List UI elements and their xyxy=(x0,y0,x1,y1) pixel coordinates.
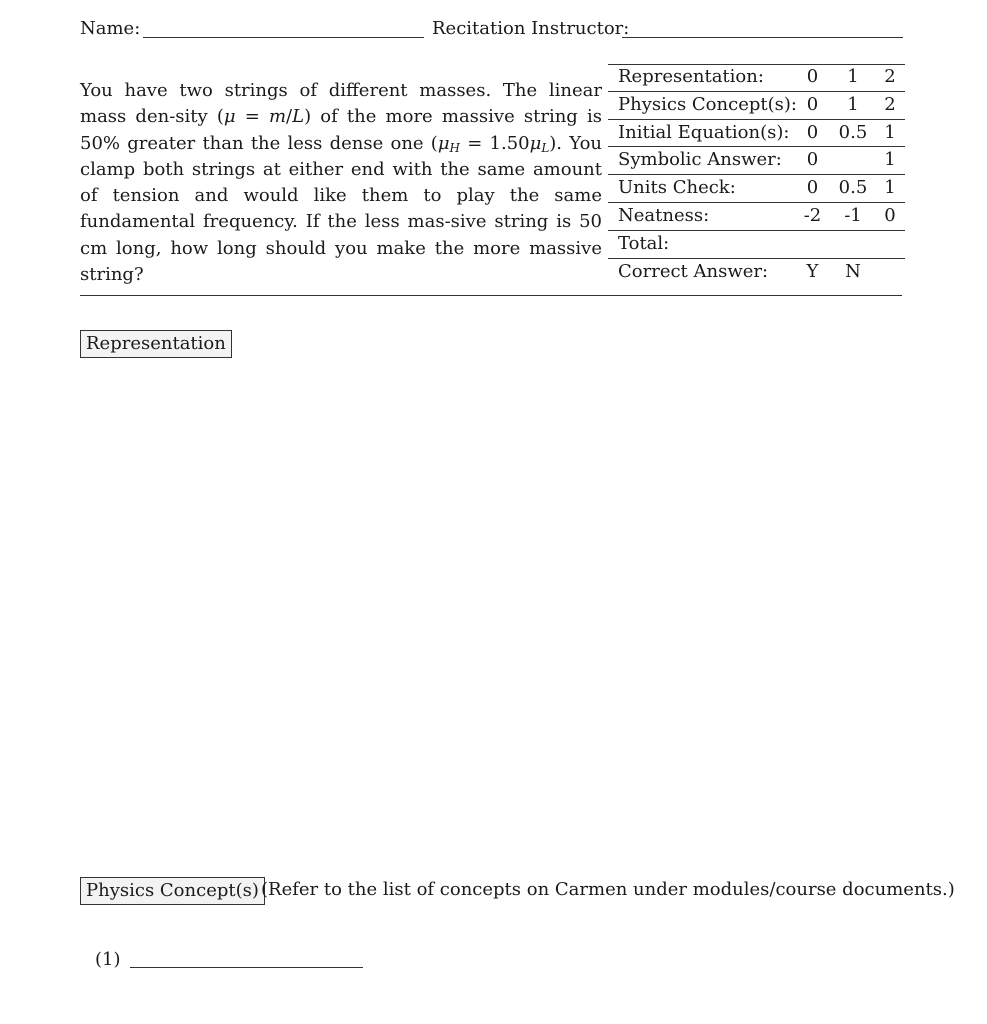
rubric-score: 1 xyxy=(884,149,896,171)
rubric-score: 1 xyxy=(884,121,896,143)
rubric-score: 0 xyxy=(806,177,819,199)
rubric-score: 0 xyxy=(806,66,819,87)
name-label: Name: xyxy=(80,18,141,39)
rubric-label: Initial Equation(s): xyxy=(618,121,790,143)
representation-heading: Representation xyxy=(80,330,232,358)
rubric-row-physics-concepts xyxy=(608,92,905,120)
rubric-row-correct-answer xyxy=(608,259,905,286)
rubric-row-neatness xyxy=(608,203,905,231)
rubric-label: Units Check: xyxy=(618,177,736,199)
rubric-score: 2 xyxy=(884,93,896,115)
rubric-score: 0 xyxy=(806,93,819,115)
rubric-score: 1 xyxy=(884,177,896,199)
symbol-mu-h: μ xyxy=(437,132,450,154)
rubric-score: 0 xyxy=(806,121,819,143)
physics-concepts-note: (Refer to the list of concepts on Carmen under modules/course documents.) xyxy=(261,879,955,900)
equals-2: = 1.50 xyxy=(460,132,530,154)
rubric-label: Correct Answer: xyxy=(618,260,769,282)
rubric-score: Y xyxy=(806,260,819,282)
rubric-label: Representation: xyxy=(618,66,764,87)
concept-item-1-field-line[interactable] xyxy=(130,967,363,968)
rubric-score: 0.5 xyxy=(838,177,868,199)
equals-1: = xyxy=(235,106,269,128)
rubric-score: -2 xyxy=(803,204,822,226)
rubric-row-initial-equations xyxy=(608,120,905,148)
grading-rubric xyxy=(608,64,905,285)
rubric-score: 0 xyxy=(806,149,819,171)
rubric-row-symbolic-answer xyxy=(608,147,905,175)
subscript-l: L xyxy=(541,140,550,155)
recitation-instructor-field-line[interactable] xyxy=(622,37,903,38)
symbol-mu: μ xyxy=(223,106,236,128)
rubric-label: Physics Concept(s): xyxy=(618,93,797,115)
section-divider xyxy=(80,295,902,296)
rubric-score: N xyxy=(845,260,861,282)
rubric-row-units-check xyxy=(608,175,905,203)
problem-text-2: ) of the more massive string is 50% greater than the less dense one ( xyxy=(80,106,602,154)
symbol-m: m xyxy=(268,106,287,128)
rubric-label: Total: xyxy=(618,232,670,254)
subscript-h: H xyxy=(449,140,460,155)
concept-item-1-label: (1) xyxy=(95,949,121,970)
rubric-label: Neatness: xyxy=(618,204,710,226)
problem-text-1: You have two strings of different masses. The linear mass den-sity ( xyxy=(80,80,602,128)
rubric-score: 0.5 xyxy=(838,121,868,143)
rubric-row-representation xyxy=(608,64,905,92)
rubric-score: 1 xyxy=(847,66,859,87)
problem-text-3: ). You clamp both strings at either end with the same amount of tension and would like them to play the same fundamental frequency. If the less mas-sive string is 50 cm long, how long should you make the more massive string? xyxy=(80,132,602,286)
rubric-score: 1 xyxy=(847,93,859,115)
rubric-score: -1 xyxy=(844,204,862,226)
rubric-score: 0 xyxy=(884,204,896,226)
rubric-row-total xyxy=(608,231,905,259)
symbol-mu-l: μ xyxy=(529,132,542,154)
recitation-instructor-label: Recitation Instructor: xyxy=(432,18,630,39)
symbol-L: L xyxy=(292,106,305,128)
problem-statement xyxy=(80,78,602,288)
rubric-score: 2 xyxy=(884,66,896,87)
slash: / xyxy=(286,106,293,128)
name-field-line[interactable] xyxy=(143,37,424,38)
physics-concepts-heading: Physics Concept(s) xyxy=(80,877,265,905)
rubric-label: Symbolic Answer: xyxy=(618,149,782,171)
